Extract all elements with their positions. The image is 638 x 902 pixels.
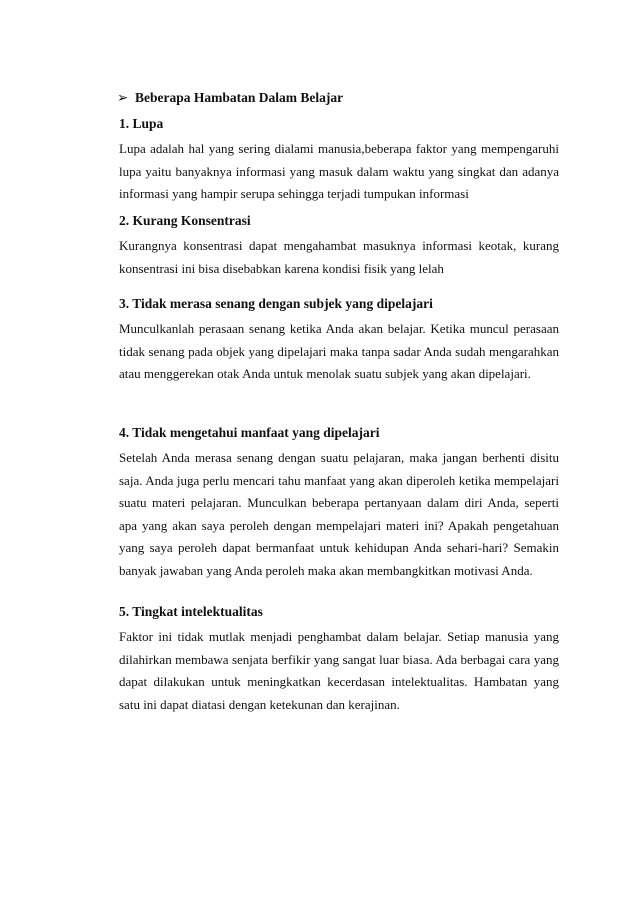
main-heading <box>117 89 557 107</box>
section-body: Setelah Anda merasa senang dengan suatu pelajaran, maka jangan berhenti disitu saja. Anda juga perlu mencari tahu manfaat yang akan diperoleh ketika mempelajari suatu materi pelajaran. Munculkan beberapa pertanyaan dalam diri Anda, seperti apa yang akan saya peroleh dengan mempelajari materi ini? Apakah pengetahuan yang saya peroleh dapat bermanfaat untuk kehidupan Anda sehari-hari? Semakin banyak jawaban yang Anda peroleh maka akan membangkitkan motivasi Anda. <box>119 450 559 578</box>
section-body: Kurangnya konsentrasi dapat mengahambat masuknya informasi keotak, kurang konsentrasi ini bisa disebabkan karena kondisi fisik yang lelah <box>119 238 559 276</box>
section-title: 5. Tingkat intelektualitas <box>119 604 263 619</box>
arrow-bullet-icon: ➢ <box>117 90 129 105</box>
section-title: 3. Tidak merasa senang dengan subjek yang dipelajari <box>119 296 433 311</box>
section-body: Munculkanlah perasaan senang ketika Anda akan belajar. Ketika muncul perasaan tidak senang pada objek yang dipelajari maka tanpa sadar Anda sudah mengarahkan atau menggerekan otak Anda untuk menolak suatu subjek yang akan dipelajari. <box>119 321 559 381</box>
section-tidak-mengetahui-manfaat <box>119 424 559 582</box>
main-heading-text: Beberapa Hambatan Dalam Belajar <box>135 90 344 105</box>
section-tidak-merasa-senang <box>119 295 559 386</box>
section-tingkat-intelektualitas <box>119 603 559 716</box>
section-title: 1. Lupa <box>119 116 164 131</box>
section-title: 2. Kurang Konsentrasi <box>119 213 251 228</box>
section-body: Faktor ini tidak mutlak menjadi penghambat dalam belajar. Setiap manusia yang dilahirkan membawa senjata berfikir yang sangat luar biasa. Ada berbagai cara yang dapat dilakukan untuk meningkatkan kecerdasan intelektualitas. Hambatan yang satu ini dapat diatasi dengan ketekunan dan kerajinan. <box>119 629 559 712</box>
section-body: Lupa adalah hal yang sering dialami manusia,beberapa faktor yang mempengaruhi lupa yaitu banyaknya informasi yang masuk dalam waktu yang singkat dan adanya informasi yang hampir serupa sehingga terjadi tumpukan informasi <box>119 141 559 201</box>
section-title: 4. Tidak mengetahui manfaat yang dipelajari <box>119 425 380 440</box>
section-kurang-konsentrasi <box>119 212 559 280</box>
section-lupa <box>119 115 559 206</box>
